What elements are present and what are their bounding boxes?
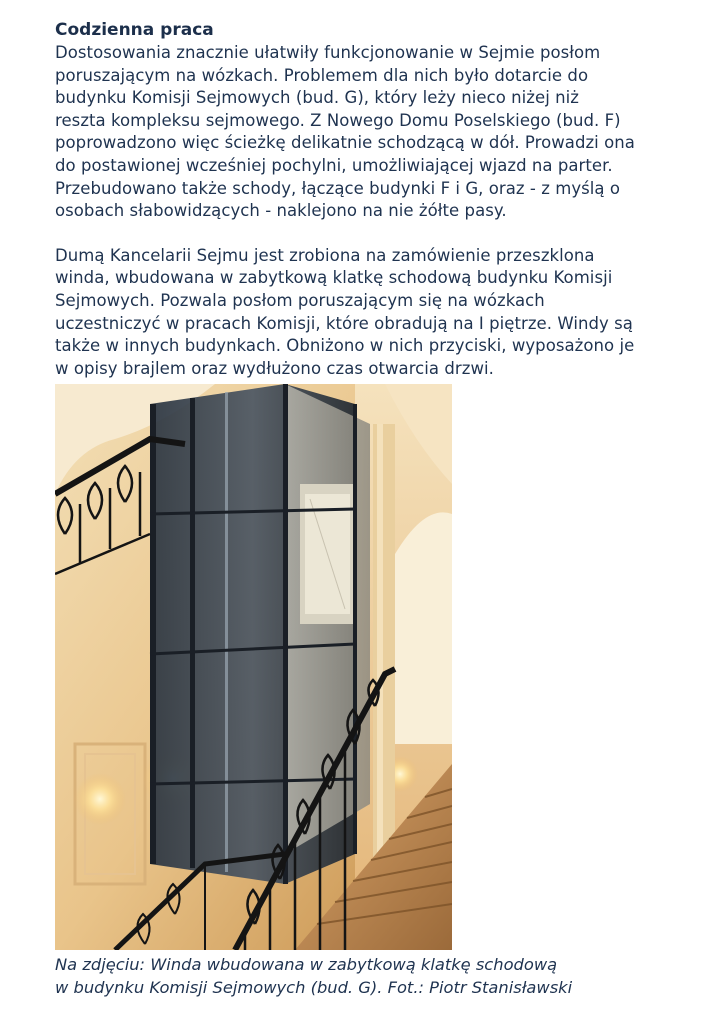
text-line: Dumą Kancelarii Sejmu jest zrobiona na zamówienie przeszklona [55, 245, 595, 265]
text-line: poprowadzono więc ścieżkę delikatnie schodzącą w dół. Prowadzi ona [55, 133, 635, 153]
photo-caption [55, 953, 695, 999]
text-line: w opisy brajlem oraz wydłużono czas otwarcia drzwi. [55, 358, 494, 378]
text-line: budynku Komisji Sejmowych (bud. G), który leży nieco niżej niż [55, 88, 580, 108]
section-heading: Codzienna praca [55, 20, 214, 40]
text-line: uczestniczyć w pracach Komisji, które obradują na I piętrze. Windy są [55, 313, 633, 333]
elevator-photo [55, 384, 452, 950]
paragraph-elevator [55, 245, 675, 381]
caption-line: w budynku Komisji Sejmowych (bud. G). Fot.: Piotr Stanisławski [55, 978, 573, 997]
text-line: Przebudowano także schody, łączące budynki F i G, oraz - z myślą o [55, 178, 621, 198]
text-line: Dostosowania znacznie ułatwiły funkcjonowanie w Sejmie posłom [55, 43, 601, 62]
text-line: winda, wbudowana w zabytkową klatkę schodową budynku Komisji [55, 268, 613, 288]
text-line: Sejmowych. Pozwala posłom poruszającym się na wózkach [55, 290, 545, 310]
text-line: do postawionej wcześniej pochylni, umożliwiającej wjazd na parter. [55, 155, 613, 175]
text-line: poruszającym na wózkach. Problemem dla nich było dotarcie do [55, 65, 589, 85]
paragraph-adaptations [55, 42, 675, 223]
caption-line: Na zdjęciu: Winda wbudowana w zabytkową klatkę schodową [55, 955, 558, 974]
text-line: także w innych budynkach. Obniżono w nich przyciski, wyposażono je [55, 336, 635, 356]
article-section [55, 18, 675, 380]
text-line: reszta kompleksu sejmowego. Z Nowego Domu Poselskiego (bud. F) [55, 110, 621, 130]
text-line: osobach słabowidzących - naklejono na nie żółte pasy. [55, 201, 507, 221]
